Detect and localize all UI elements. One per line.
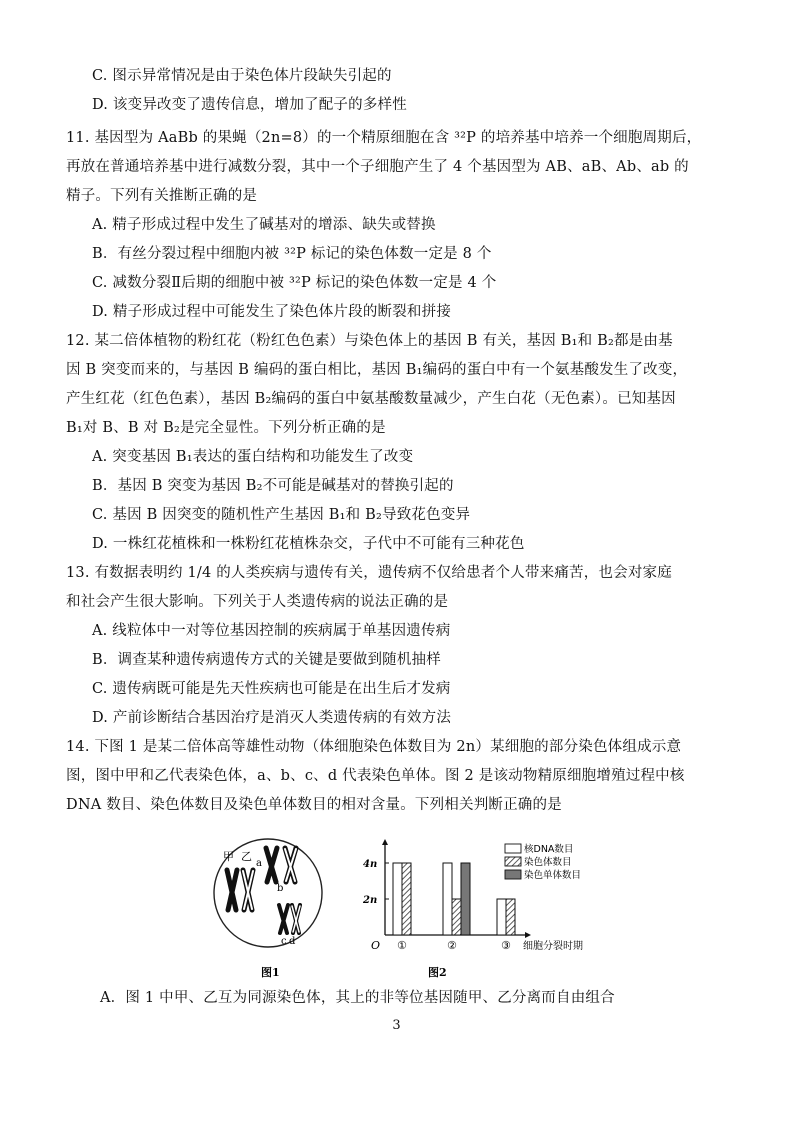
legend-label: 染色体数目	[524, 857, 572, 868]
q13-option-b: B．调查某种遗传病遗传方式的关键是要做到随机抽样	[92, 652, 441, 668]
q14-figures	[205, 830, 605, 980]
bar-dna	[393, 863, 402, 935]
x-tick-label: ③	[501, 939, 511, 952]
q11-option-c: C. 减数分裂Ⅱ后期的细胞中被 ³²P 标记的染色体数一定是 4 个	[92, 275, 497, 291]
figure-1-caption: 图1	[261, 966, 280, 979]
x-tick-label: ①	[397, 939, 407, 952]
label-d: d	[289, 936, 296, 947]
x-axis-label: 细胞分裂时期	[523, 941, 583, 952]
bar-chromosome	[402, 863, 411, 935]
label-jia: 甲	[223, 850, 234, 863]
x-axis-arrow	[525, 932, 531, 938]
x-tick-label: ②	[447, 939, 457, 952]
legend-label: 染色单体数目	[524, 870, 582, 881]
chromosome-jia	[227, 870, 237, 910]
legend-swatch	[505, 857, 521, 866]
q13-stem-line2: 和社会产生很大影响。下列关于人类遗传病的说法正确的是	[66, 594, 449, 610]
q10-option-c: C. 图示异常情况是由于染色体片段缺失引起的	[92, 68, 392, 84]
legend-swatch	[505, 870, 521, 879]
q13-stem-line1: 13. 有数据表明约 1/4 的人类疾病与遗传有关，遗传病不仅给患者个人带来痛苦，也会对家庭	[66, 565, 672, 581]
bar-chromatid	[461, 863, 470, 935]
q14-option-a: A．图 1 中甲、乙互为同源染色体，其上的非等位基因随甲、乙分离而自由组合	[100, 990, 615, 1006]
legend-label: 核DNA数目	[524, 844, 574, 855]
figure-2-bar-chart	[355, 830, 605, 980]
bar-chromosome	[452, 899, 461, 935]
q14-stem-line1: 14. 下图 1 是某二倍体高等雄性动物（体细胞染色体数目为 2n）某细胞的部分染色体组成示意	[66, 739, 682, 755]
bar-chromosome	[506, 899, 515, 935]
q12-stem-line4: B₁对 B、B 对 B₂是完全显性。下列分析正确的是	[66, 420, 386, 436]
q11-option-a: A. 精子形成过程中发生了碱基对的增添、缺失或替换	[92, 217, 436, 233]
q12-option-a: A. 突变基因 B₁表达的蛋白结构和功能发生了改变	[92, 449, 414, 465]
page-number: 3	[392, 1018, 401, 1033]
q12-stem-line1: 12. 某二倍体植物的粉红花（粉红色色素）与染色体上的基因 B 有关，基因 B₁和 B₂都是由基	[66, 333, 673, 349]
q12-option-c: C. 基因 B 因突变的随机性产生基因 B₁和 B₂导致花色变异	[92, 507, 471, 523]
q11-stem-line3: 精子。下列有关推断正确的是	[66, 188, 258, 204]
q11-stem-line2: 再放在普通培养基中进行减数分裂，其中一个子细胞产生了 4 个基因型为 AB、aB、Ab、ab 的	[66, 159, 689, 175]
y-tick-label: 2n	[363, 895, 378, 906]
q13-option-c: C. 遗传病既可能是先天性疾病也可能是在出生后才发病	[92, 681, 451, 697]
bar-dna	[443, 863, 452, 935]
origin-label: O	[371, 939, 381, 952]
q11-option-d: D. 精子形成过程中可能发生了染色体片段的断裂和拼接	[92, 304, 452, 320]
q13-option-d: D. 产前诊断结合基因治疗是消灭人类遗传病的有效方法	[92, 710, 452, 726]
q12-option-d: D. 一株红花植株和一株粉红花植株杂交，子代中不可能有三种花色	[92, 536, 525, 552]
q11-stem-line1: 11. 基因型为 AaBb 的果蝇（2n=8）的一个精原细胞在含 ³²P 的培养基中培养一个细胞周期后，	[66, 130, 702, 146]
q14-stem-line3: DNA 数目、染色体数目及染色单体数目的相对含量。下列相关判断正确的是	[66, 797, 562, 813]
label-yi: 乙	[241, 850, 252, 863]
q11-option-b: B．有丝分裂过程中细胞内被 ³²P 标记的染色体数一定是 8 个	[92, 246, 492, 262]
bar-dna	[497, 899, 506, 935]
label-b: b	[277, 883, 284, 894]
q12-stem-line3: 产生红花（红色色素），基因 B₂编码的蛋白中氨基酸数量减少，产生白花（无色素）。已知基因	[66, 391, 676, 407]
q13-option-a: A. 线粒体中一对等位基因控制的疾病属于单基因遗传病	[92, 623, 451, 639]
y-tick-label: 4n	[363, 859, 378, 870]
q14-stem-line2: 图，图中甲和乙代表染色体，a、b、c、d 代表染色单体。图 2 是该动物精原细胞增殖过程中核	[66, 768, 685, 784]
q12-option-b: B．基因 B 突变为基因 B₂不可能是碱基对的替换引起的	[92, 478, 454, 494]
figure-2-caption: 图2	[428, 966, 447, 979]
legend-swatch	[505, 844, 521, 853]
y-axis-arrow	[382, 839, 388, 845]
q12-stem-line2: 因 B 突变而来的，与基因 B 编码的蛋白相比，基因 B₁编码的蛋白中有一个氨基酸发生了改变，	[66, 362, 688, 378]
q10-option-d: D. 该变异改变了遗传信息，增加了配子的多样性	[92, 97, 407, 113]
label-a: a	[256, 858, 262, 869]
label-c: c	[281, 936, 287, 947]
figure-1-cell-diagram	[205, 830, 335, 980]
